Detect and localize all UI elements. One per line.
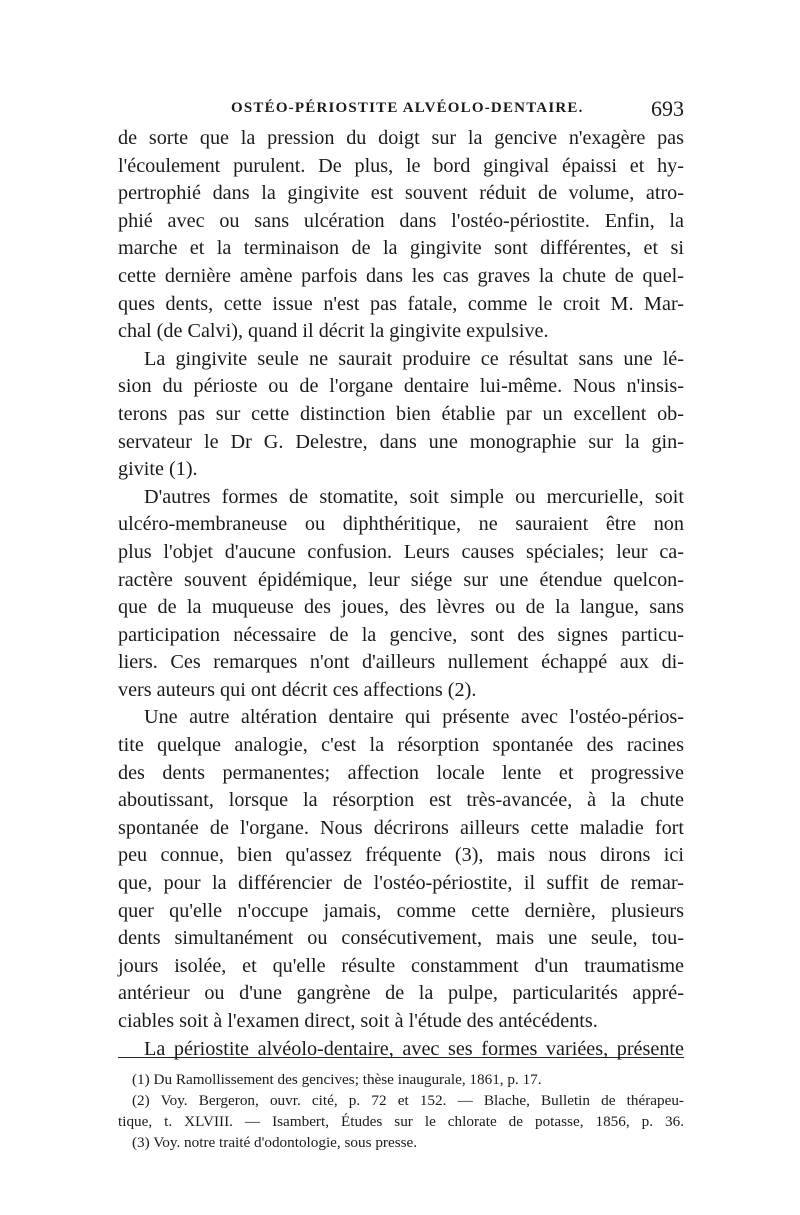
running-title: OSTÉO-PÉRIOSTITE ALVÉOLO-DENTAIRE.: [231, 100, 584, 116]
text-line: l'écoulement purulent. De plus, le bord gingival épaissi et hy-: [118, 154, 684, 177]
page-number: 693: [651, 96, 684, 121]
text-line: marche et la terminaison de la gingivite sont différentes, et si: [118, 237, 684, 260]
text-line: antérieur ou d'une gangrène de la pulpe, particularités appré-: [118, 982, 684, 1005]
text-line: liers. Ces remarques n'ont d'ailleurs nullement échappé aux di-: [118, 651, 684, 674]
text-line: quer qu'elle n'occupe jamais, comme cette dernière, plusieurs: [118, 899, 684, 922]
text-line: ractère souvent épidémique, leur siége sur une étendue quelcon-: [118, 568, 684, 591]
text-line: ciables soit à l'examen direct, soit à l'étude des antécédents.: [118, 1010, 598, 1032]
text-line: de sorte que la pression du doigt sur la gencive n'exagère pas: [118, 127, 684, 149]
text-line: tite quelque analogie, c'est la résorption spontanée des racines: [118, 734, 684, 757]
text-line: ques dents, cette issue n'est pas fatale, comme le croit M. Mar-: [118, 292, 684, 315]
text-line: ulcéro-membraneuse ou diphthéritique, ne sauraient être non: [118, 513, 684, 536]
footnote-rule: [118, 1057, 684, 1058]
text-line: terons pas sur cette distinction bien établie par un excellent ob-: [118, 402, 684, 425]
text-line: des dents permanentes; affection locale lente et progressive: [118, 761, 684, 784]
text-line: phié avec ou sans ulcération dans l'ostéo-périostite. Enfin, la: [118, 209, 684, 232]
text-line: pertrophié dans la gingivite est souvent réduit de volume, atro-: [118, 182, 684, 205]
text-line: plus l'objet d'aucune confusion. Leurs causes spéciales; leur ca-: [118, 540, 684, 563]
text-line: que, pour la différencier de l'ostéo-périostite, il suffit de remar-: [118, 872, 684, 895]
text-line: que de la muqueuse des joues, des lèvres ou de la langue, sans: [118, 596, 684, 619]
text-line: givite (1).: [118, 458, 198, 481]
text-line: D'autres formes de stomatite, soit simple ou mercurielle, soit: [144, 485, 684, 508]
page-header: [118, 96, 684, 124]
footnote-line: (1) Du Ramollissement des gencives; thèse inaugurale, 1861, p. 17.: [132, 1071, 542, 1088]
text-line: participation nécessaire de la gencive, sont des signes particu-: [118, 623, 684, 646]
text-line: jours isolée, et qu'elle résulte constamment d'un traumatisme: [118, 954, 684, 977]
footnotes: [118, 1069, 684, 1153]
body-text: [118, 125, 684, 1063]
text-line: sion du périoste ou de l'organe dentaire lui-même. Nous n'insis-: [118, 375, 684, 398]
text-line: peu connue, bien qu'assez fréquente (3), mais nous dirons ici: [118, 844, 684, 867]
text-line: Une autre altération dentaire qui présente avec l'ostéo-périos-: [144, 706, 684, 729]
text-line: La périostite alvéolo-dentaire, avec ses formes variées, présente: [144, 1037, 684, 1060]
text-line: dents simultanément ou consécutivement, mais une seule, tou-: [118, 927, 684, 950]
text-line: servateur le Dr G. Delestre, dans une monographie sur la gin-: [118, 430, 684, 453]
text-line: chal (de Calvi), quand il décrit la gingivite expulsive.: [118, 320, 549, 343]
text-line: spontanée de l'organe. Nous décrirons ailleurs cette maladie fort: [118, 816, 684, 839]
text-line: cette dernière amène parfois dans les cas graves la chute de quel-: [118, 264, 684, 287]
text-line: vers auteurs qui ont décrit ces affections (2).: [118, 678, 477, 701]
footnote-line: tique, t. XLVIII. — Isambert, Études sur le chlorate de potasse, 1856, p. 36.: [118, 1113, 684, 1130]
text-line: aboutissant, lorsque la résorption est très-avancée, à la chute: [118, 789, 684, 812]
footnote-line: (2) Voy. Bergeron, ouvr. cité, p. 72 et 152. — Blache, Bulletin de thérapeu-: [132, 1092, 684, 1109]
text-line: La gingivite seule ne saurait produire ce résultat sans une lé-: [144, 347, 684, 370]
footnote-line: (3) Voy. notre traité d'odontologie, sous presse.: [132, 1134, 418, 1151]
